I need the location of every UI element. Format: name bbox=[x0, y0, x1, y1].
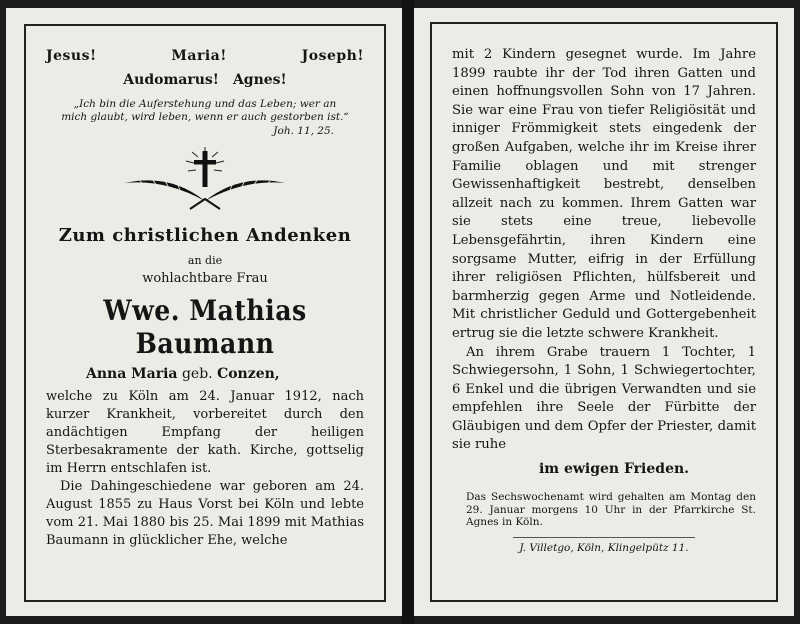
card-fold-gutter bbox=[402, 0, 414, 624]
mourners-paragraph: An ihrem Grabe trauern 1 Tochter, 1 Schwiegersohn, 1 Sohn, 1 Schwiegertochter, 6 Enkel und die übrigen Verwandten und sie empfehlen ihre Seele der Fürbitte der Gläubigen und dem Opfer der Priester, damit sie ruhe bbox=[452, 344, 756, 453]
requiem-notice: Das Sechswochenamt wird gehalten am Montag den 29. Januar morgens 10 Uhr in der Pfarrkirche St. Agnes in Köln. bbox=[466, 491, 756, 529]
scripture-quote: „Ich bin die Auferstehung und das Leben; wer an mich glaubt, wird leben, wenn er auch gestorben ist.“ bbox=[61, 98, 349, 123]
invocation-agnes: Agnes! bbox=[232, 72, 287, 88]
mourning-border bbox=[24, 24, 386, 602]
cross-palm-icon bbox=[120, 143, 290, 213]
right-content bbox=[452, 46, 756, 590]
biography-paragraph: Die Dahingeschiedene war geboren am 24. August 1855 zu Haus Vorst bei Köln und lebte vom 21. Mai 1880 bis 25. Mai 1899 mit Mathias Baumann in glücklicher Ehe, welche bbox=[46, 479, 364, 548]
closing-line: im ewigen Frieden. bbox=[538, 461, 690, 478]
death-paragraph: welche zu Köln am 24. Januar 1912, nach kurzer Krankheit, vorbereitet durch den andächtigen Empfang der heiligen Sterbesakramente der kath. Kirche, gottselig im Herrn entschlafen ist. bbox=[46, 389, 364, 476]
maiden-first-names: Anna Maria bbox=[86, 366, 178, 382]
maiden-geb: geb. bbox=[181, 366, 213, 382]
an-die-text: an die bbox=[187, 254, 223, 267]
invocation-joseph: Joseph! bbox=[301, 48, 364, 64]
maiden-surname: Conzen, bbox=[217, 366, 280, 382]
invocation-maria: Maria! bbox=[171, 48, 227, 64]
deceased-name: Wwe. Mathias Baumann bbox=[103, 294, 307, 360]
invocation-line bbox=[46, 48, 364, 64]
printer-imprint: J. Villetgo, Köln, Klingelpütz 11. bbox=[519, 541, 689, 554]
maiden-name-line bbox=[46, 366, 364, 382]
left-body-text bbox=[46, 388, 364, 550]
left-content bbox=[46, 48, 364, 590]
right-body-text bbox=[452, 46, 756, 455]
memorial-heading: Zum christlichen Andenken bbox=[58, 225, 352, 246]
biography-continued-paragraph: mit 2 Kindern gesegnet wurde. Im Jahre 1899 raubte ihr der Tod ihren Gatten und einen hoffnungsvollen Sohn von 17 Jahren. Sie war eine Frau von tiefer Religiösität und inniger Frömmigkeit stets eingedenk der großen Aufgaben, welche ihr im Kreise ihrer Familie oblagen und mit strenger Gewissenhaftigkeit bestrebt, denselben allzeit nach zu kommen. Ihrem Gatten war sie stets eine treue, liebevolle Lebensgefährtin, ihren Kindern eine sorgsame Mutter, eifrig in der Erfüllung ihrer religiösen Pflichten, hülfsbereit und barmherzig gegen Arme und Notleidende. Mit christlicher Geduld und Gottergebenheit ertrug sie die letzte schwere Krankheit. bbox=[452, 47, 756, 341]
left-page bbox=[6, 8, 402, 616]
divider bbox=[513, 537, 695, 538]
invocation-jesus: Jesus! bbox=[46, 48, 97, 64]
mourning-border bbox=[430, 22, 778, 602]
cross-palm-emblem bbox=[46, 143, 364, 213]
invocation-audomarus: Audomarus! bbox=[123, 72, 219, 88]
honorific-text: wohlachtbare Frau bbox=[142, 271, 268, 286]
right-page bbox=[414, 8, 794, 616]
scripture-reference: Joh. 11, 25. bbox=[273, 125, 334, 137]
invocation-line-saints bbox=[46, 72, 364, 88]
